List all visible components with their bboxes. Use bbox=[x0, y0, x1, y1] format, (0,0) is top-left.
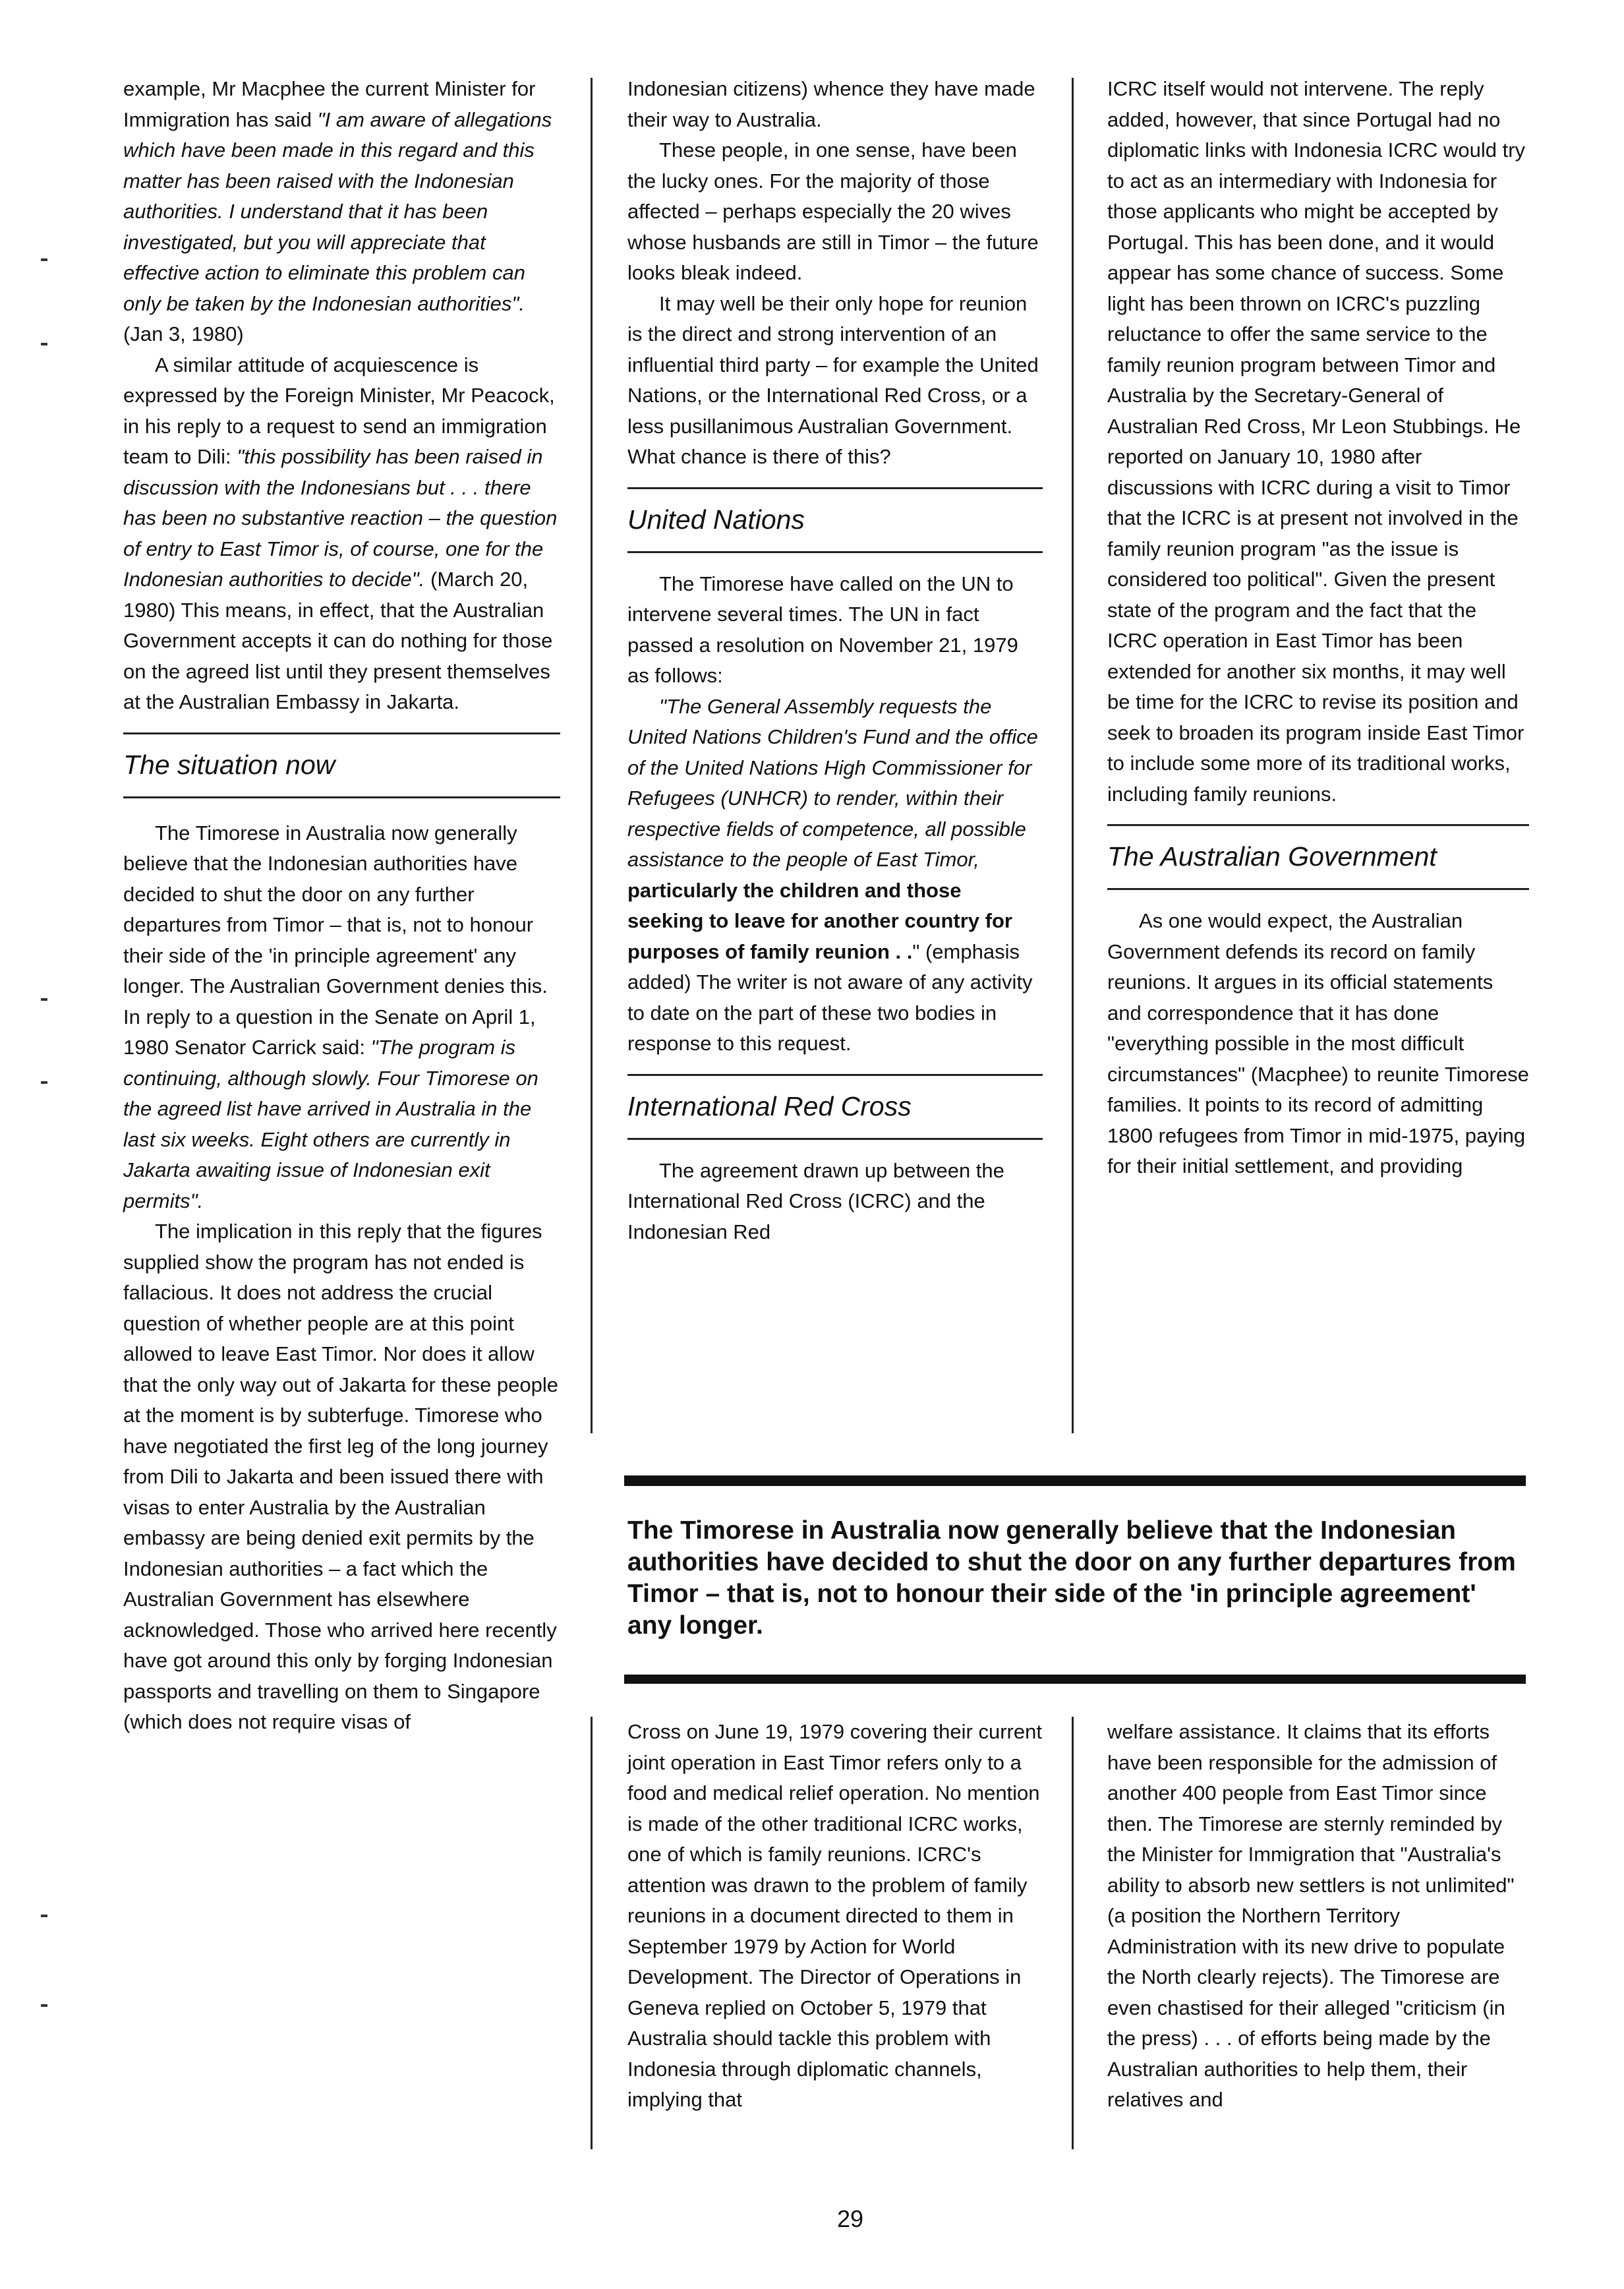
scan-mark bbox=[41, 343, 47, 345]
paragraph: ICRC itself would not intervene. The reply added, however, that since Portugal had no diplomatic links with Indonesia ICRC would try to act as an intermediary with Indonesia for those applicants who might be accepted by Portugal. This has been done, and it would appear has some chance of success. Some light has been thrown on ICRC's puzzling reluctance to offer the same service to the family reunion program between Timor and Australia by the Secretary-General of Australian Red Cross, Mr Leon Stubbings. He reported on January 10, 1980 after discussions with ICRC during a visit to Timor that the ICRC is at present not involved in the family reunion program "as the issue is considered too political". Given the present state of the program and the fact that the ICRC operation in East Timor has been extended for another six months, it may well be time for the ICRC to revise its position and seek to broaden its program inside East Timor to include some more of its traditional works, including family reunions. bbox=[1107, 77, 1526, 806]
text-run: The Timorese in Australia now generally believe that the Indonesian authorities have decided to shut the door on any further departures from Timor – that is, not to honour their side of the 'in principle agreement' any longer. The Australian Government denies this. In reply to a question in the Senate on April 1, 1980 Senator Carrick said: bbox=[123, 821, 548, 1059]
paragraph bbox=[123, 818, 560, 1217]
section-heading: The Australian Government bbox=[1107, 841, 1437, 872]
pull-quote-bottom-bar bbox=[624, 1675, 1526, 1684]
paragraph: Indonesian citizens) whence they have made their way to Australia. bbox=[627, 77, 1035, 131]
text-run: " (emphasis added) The writer is not aware of any activity to date on the part of these two bodies in response to this request. bbox=[627, 939, 1033, 1055]
paragraph bbox=[123, 74, 560, 350]
scan-mark bbox=[41, 258, 47, 261]
paragraph: welfare assistance. It claims that its efforts have been responsible for the admission of another 400 people from East Timor since then. The Timorese are sternly reminded by the Minister for Immigration that "Australia's ability to absorb new settlers is not unlimited" (a position the Northern Territory Administration with its new drive to populate the North clearly rejects). The Timorese are even chastised for their alleged "criticism (in the press) . . . of efforts being made by the Australian authorities to help them, their relatives and bbox=[1107, 1720, 1515, 2111]
scan-mark bbox=[41, 1915, 47, 1917]
scan-mark bbox=[41, 998, 47, 1001]
date-citation: (Jan 3, 1980) bbox=[123, 322, 244, 345]
scan-mark bbox=[41, 1081, 47, 1084]
column-divider bbox=[1072, 78, 1074, 1433]
section-heading: United Nations bbox=[627, 504, 805, 535]
paragraph: The implication in this reply that the figures supplied show the program has not ended is fallacious. It does not address the crucial question of whether people are at this point allowed to leave East Timor. Nor does it allow that the only way out of Jakarta for these people at the moment is by subterfuge. Timorese who have negotiated the first leg of the long journey from Dili to Jakarta and been issued there with visas to enter Australia by the Australian embassy are being denied exit permits by the Indonesian authorities – a fact which the Australian Government has elsewhere acknowledged. Those who arrived here recently have got around this only by forging Indonesian passports and travelling on them to Singapore (which does not require visas of bbox=[123, 1220, 559, 1733]
quote-peacock: "this possibility has been raised in discussion with the Indonesians but . . . there has been no substantive reaction – the question of entry to East Timor is, of course, one for the Indonesian authorities to decide". bbox=[123, 445, 558, 591]
paragraph: As one would expect, the Australian Government defends its record on family reunions. It argues in its official statements and correspondence that it has done "everything possible in the most difficult circumstances" (Macphee) to reunite Timorese families. It points to its record of admitting 1800 refugees from Timor in mid-1975, paying for their initial settlement, and providing bbox=[1107, 909, 1529, 1177]
emphasis-text: particularly the children and those seeking to leave for another country for purposes of family reunion . . bbox=[627, 878, 1012, 963]
column-3 bbox=[1107, 74, 1529, 1182]
paragraph: The agreement drawn up between the International Red Cross (ICRC) and the Indonesian Red bbox=[627, 1158, 1004, 1243]
quote-un-resolution: "The General Assembly requests the United Nations Children's Fund and the office of the United Nations High Commissioner for Refugees (UNHCR) to render, within their respective fields of competence, all possible assistance to the people of East Timor, bbox=[627, 694, 1038, 871]
column-divider bbox=[591, 1717, 593, 2149]
paragraph bbox=[627, 692, 1043, 1059]
paragraph: It may well be their only hope for reunion is the direct and strong intervention of an influential third party – for example the United Nations, or the International Red Cross, or a less pusillanimous Australian Government. What chance is there of this? bbox=[627, 291, 1039, 468]
column-2 bbox=[627, 74, 1043, 1247]
paragraph: Cross on June 19, 1979 covering their current joint operation in East Timor refers only to a food and medical relief operation. No mention is made of the other traditional ICRC works, one of which is family reunions. ICRC's attention was drawn to the problem of family reunions in a document directed to them in September 1979 by Action for World Development. The Director of Operations in Geneva replied on October 5, 1979 that Australia should tackle this problem with Indonesia through diplomatic channels, implying that bbox=[627, 1720, 1042, 2111]
quote-carrick: "The program is continuing, although slowly. Four Timorese on the agreed list have arrived in Australia in the last six weeks. Eight others are currently in Jakarta awaiting issue of Indonesian exit permits". bbox=[123, 1036, 538, 1212]
text-run: A similar attitude of acquiescence is expressed by the Foreign Minister, Mr Peacock, in his reply to a request to send an immigration team to Dili: bbox=[123, 353, 555, 468]
text-run: example, Mr Macphee the current Minister for Immigration has said bbox=[123, 77, 536, 131]
column-3-lower bbox=[1107, 1717, 1529, 2116]
quote-macphee: "I am aware of allegations which have been made in this regard and this matter has been raised with the Indonesian authorities. I understand that it has been investigated, but you will appreciate that effective action to eliminate this problem can only be taken by the Indonesian authorities". bbox=[123, 107, 552, 315]
column-1 bbox=[123, 74, 560, 1738]
section-heading: The situation now bbox=[123, 749, 335, 780]
scan-mark bbox=[41, 2004, 47, 2007]
column-divider bbox=[591, 78, 593, 1433]
paragraph: The Timorese have called on the UN to intervene several times. The UN in fact passed a resolution on November 21, 1979 as follows: bbox=[627, 572, 1018, 687]
text-run: (March 20, 1980) This means, in effect, that the Australian Government accepts it can do nothing for those on the agreed list until they present themselves at the Australian Embassy in Jakarta. bbox=[123, 568, 553, 713]
paragraph: These people, in one sense, have been the lucky ones. For the majority of those affected – perhaps especially the 20 wives whose husbands are still in Timor – the future looks bleak indeed. bbox=[627, 138, 1039, 284]
column-divider bbox=[1072, 1717, 1074, 2149]
paragraph bbox=[123, 350, 560, 718]
pull-quote: The Timorese in Australia now generally believe that the Indonesian authorities have decided to shut the door on any further departures from Timor – that is, not to honour their side of the 'in principle agreement' any longer. bbox=[627, 1516, 1516, 1640]
pull-quote-top-bar bbox=[624, 1475, 1526, 1486]
page-number: 29 bbox=[836, 2205, 864, 2232]
section-heading: International Red Cross bbox=[627, 1090, 912, 1121]
column-2-lower bbox=[627, 1717, 1043, 2116]
